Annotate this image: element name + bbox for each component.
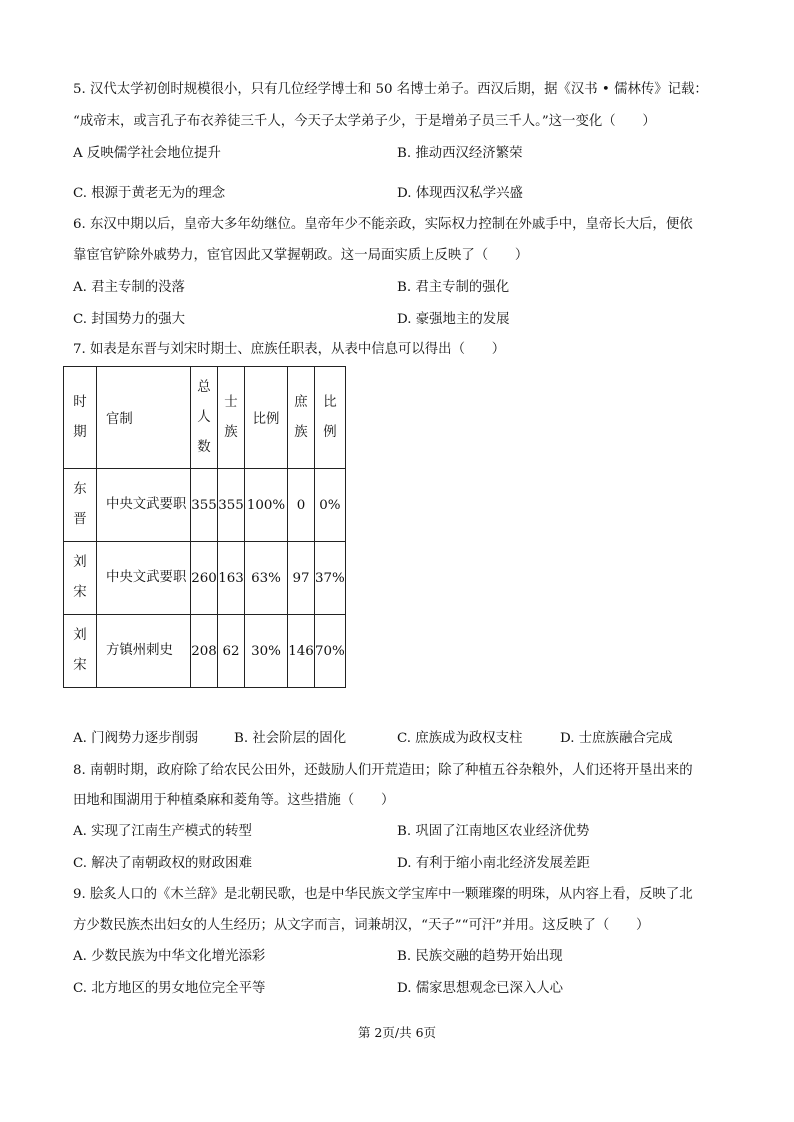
row2-total: 260 (191, 542, 218, 615)
q6-option-a: A. 君主专制的没落 (73, 280, 185, 295)
row3-office: 方镇州刺史 (97, 615, 191, 688)
table-row (64, 615, 346, 688)
q6-option-c: C. 封国势力的强大 (73, 312, 186, 327)
q6-option-d: D. 豪强地主的发展 (397, 312, 510, 327)
row1-shi: 355 (218, 469, 245, 542)
row2-office: 中央文武要职 (97, 542, 191, 615)
q7-option-b: B. 社会阶层的固化 (234, 731, 347, 746)
q9-option-a: A. 少数民族为中华文化增光添彩 (73, 949, 266, 964)
q7-option-a: A. 门阀势力逐步削弱 (73, 731, 199, 746)
q7-option-d: D. 士庶族融合完成 (560, 731, 673, 746)
q5-stem-line1: 5. 汉代太学初创时规模很小，只有几位经学博士和 50 名博士弟子。西汉后期，据《汉书 • 儒林传》记载： (73, 82, 708, 97)
q8-option-a: A. 实现了江南生产模式的转型 (73, 824, 252, 839)
page-number: 第 2页/共 6页 (357, 1025, 437, 1040)
row1-office: 中央文武要职 (97, 469, 191, 542)
header-shu-ratio: 比例 (315, 367, 346, 469)
row1-shi-ratio: 100% (245, 469, 288, 542)
row3-period: 刘宋 (64, 615, 97, 688)
table-row (64, 542, 346, 615)
q5-option-b: B. 推动西汉经济繁荣 (397, 146, 523, 161)
row1-shu: 0 (288, 469, 315, 542)
row3-shi: 62 (218, 615, 245, 688)
q9-stem-line1: 9. 脍炙人口的《木兰辞》是北朝民歌，也是中华民族文学宝库中一颗璀璨的明珠，从内容上看，反映了北 (73, 887, 693, 902)
row3-shi-ratio: 30% (245, 615, 288, 688)
q9-stem-line2: 方少数民族杰出妇女的人生经历；从文字而言，词兼胡汉，“天子”“可汗”并用。这反映了（ ） (73, 918, 650, 933)
table-row (64, 469, 346, 542)
table-header-row (64, 367, 346, 469)
q8-option-b: B. 巩固了江南地区农业经济优势 (397, 824, 590, 839)
q6-stem-line2: 靠宦官铲除外戚势力，宦官因此又掌握朝政。这一局面实质上反映了（ ） (73, 248, 529, 263)
q7-option-c: C. 庶族成为政权支柱 (397, 731, 523, 746)
row2-period: 刘宋 (64, 542, 97, 615)
header-shi-ratio: 比例 (245, 367, 288, 469)
header-total: 总人数 (191, 367, 218, 469)
q8-stem-line1: 8. 南朝时期，政府除了给农民公田外，还鼓励人们开荒造田；除了种植五谷杂粮外，人们还将开垦出来的 (73, 763, 693, 778)
row3-shu-ratio: 70% (315, 615, 346, 688)
row1-shu-ratio: 0% (315, 469, 346, 542)
row1-period: 东晋 (64, 469, 97, 542)
row2-shu: 97 (288, 542, 315, 615)
row3-total: 208 (191, 615, 218, 688)
q5-option-a: A 反映儒学社会地位提升 (73, 146, 221, 161)
row2-shi: 163 (218, 542, 245, 615)
header-office: 官制 (97, 367, 191, 469)
row2-shu-ratio: 37% (315, 542, 346, 615)
row2-shi-ratio: 63% (245, 542, 288, 615)
row1-total: 355 (191, 469, 218, 542)
q6-option-b: B. 君主专制的强化 (397, 280, 510, 295)
header-shu: 庶族 (288, 367, 315, 469)
q5-stem-line2: “成帝末，或言孔子布衣养徒三千人，今天子太学弟子少，于是增弟子员三千人。”这一变化（ ） (73, 114, 656, 129)
header-period: 时期 (64, 367, 97, 469)
q9-option-c: C. 北方地区的男女地位完全平等 (73, 981, 266, 996)
q6-stem-line1: 6. 东汉中期以后，皇帝大多年幼继位。皇帝年少不能亲政，实际权力控制在外戚手中，皇帝长大后，便依 (73, 217, 693, 232)
q9-option-d: D. 儒家思想观念已深入人心 (397, 981, 564, 996)
q8-stem-line2: 田地和围湖用于种植桑麻和菱角等。这些措施（ ） (73, 793, 395, 808)
row3-shu: 146 (288, 615, 315, 688)
q5-option-d: D. 体现西汉私学兴盛 (397, 186, 523, 201)
q7-stem-line1: 7. 如表是东晋与刘宋时期士、庶族任职表，从表中信息可以得出（ ） (73, 342, 506, 357)
q8-option-c: C. 解决了南朝政权的财政困难 (73, 856, 252, 871)
q8-option-d: D. 有利于缩小南北经济发展差距 (397, 856, 590, 871)
header-shi: 士族 (218, 367, 245, 469)
q9-option-b: B. 民族交融的趋势开始出现 (397, 949, 563, 964)
q5-option-c: C. 根源于黄老无为的理念 (73, 186, 226, 201)
officials-table (63, 366, 346, 688)
